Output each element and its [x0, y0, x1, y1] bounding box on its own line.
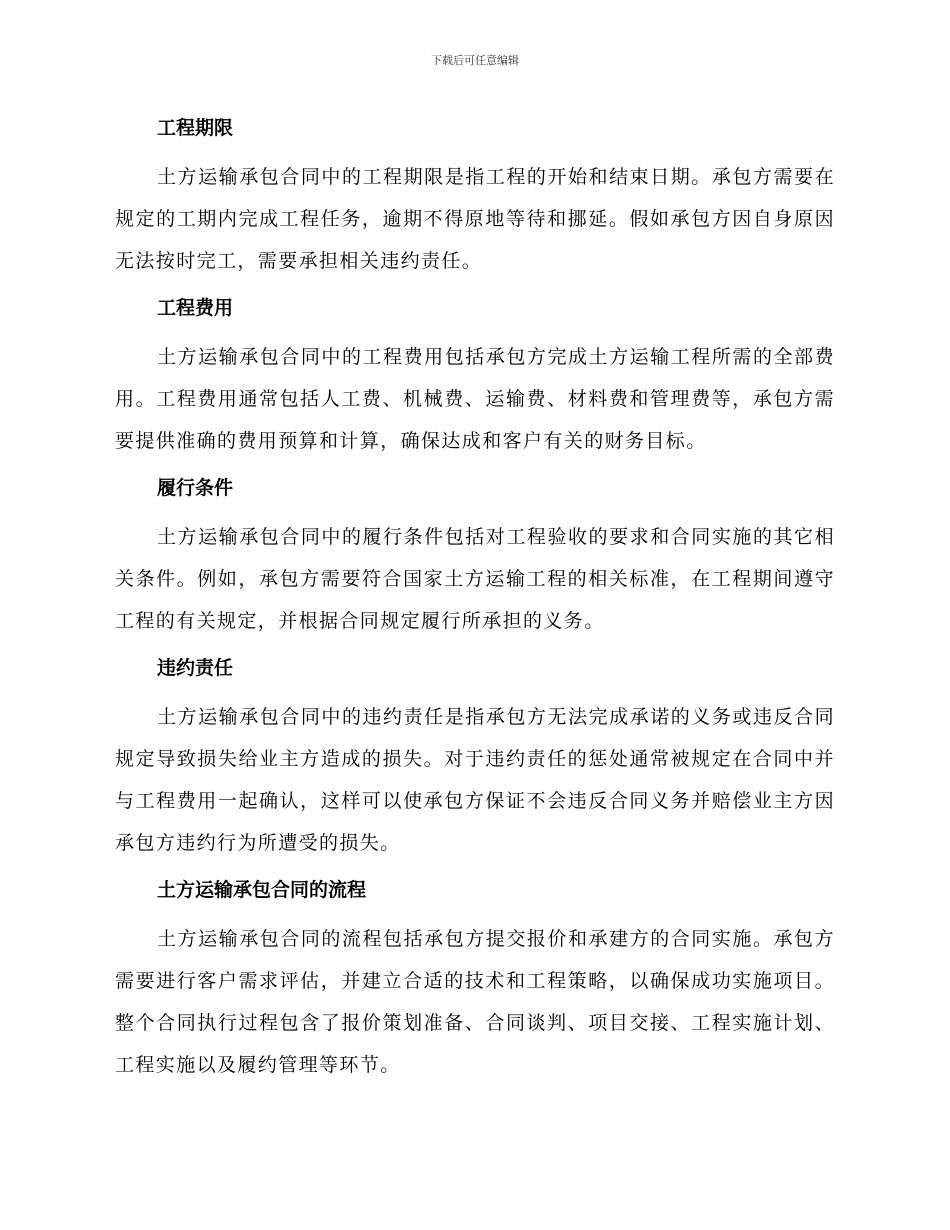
section-title: 工程期限	[157, 117, 234, 139]
section-paragraph: 土方运输承包合同中的工程期限是指工程的开始和结束日期。承包方需要在规定的工期内完成工程任务，逾期不得原地等待和挪延。假如承包方因自身原因无法按时完工，需要承担相关违约责任。	[115, 166, 835, 272]
section-process	[115, 872, 835, 1086]
section-conditions	[115, 470, 835, 650]
section-title: 违约责任	[157, 657, 234, 679]
section-title: 履行条件	[157, 477, 234, 499]
page-header: 下载后可任意编辑	[431, 54, 519, 67]
section-liability	[115, 650, 835, 872]
section-deadline	[115, 110, 835, 290]
section-paragraph: 土方运输承包合同中的违约责任是指承包方无法完成承诺的义务或违反合同规定导致损失给业主方造成的损失。对于违约责任的惩处通常被规定在合同中并与工程费用一起确认，这样可以使承包方保证不会违反合同义务并赔偿业主方因承包方违约行为所遭受的损失。	[115, 706, 835, 854]
section-title: 工程费用	[157, 297, 234, 319]
document-body	[115, 110, 835, 1086]
section-paragraph: 土方运输承包合同中的履行条件包括对工程验收的要求和合同实施的其它相关条件。例如，承包方需要符合国家土方运输工程的相关标准，在工程期间遵守工程的有关规定，并根据合同规定履行所承担的义务。	[115, 526, 835, 632]
section-paragraph: 土方运输承包合同中的工程费用包括承包方完成土方运输工程所需的全部费用。工程费用通常包括人工费、机械费、运输费、材料费和管理费等，承包方需要提供准确的费用预算和计算，确保达成和客户有关的财务目标。	[115, 346, 835, 452]
section-title: 土方运输承包合同的流程	[157, 879, 367, 901]
section-cost	[115, 290, 835, 470]
section-paragraph: 土方运输承包合同的流程包括承包方提交报价和承建方的合同实施。承包方需要进行客户需求评估，并建立合适的技术和工程策略，以确保成功实施项目。整个合同执行过程包含了报价策划准备、合同谈判、项目交接、工程实施计划、工程实施以及履约管理等环节。	[115, 928, 835, 1076]
